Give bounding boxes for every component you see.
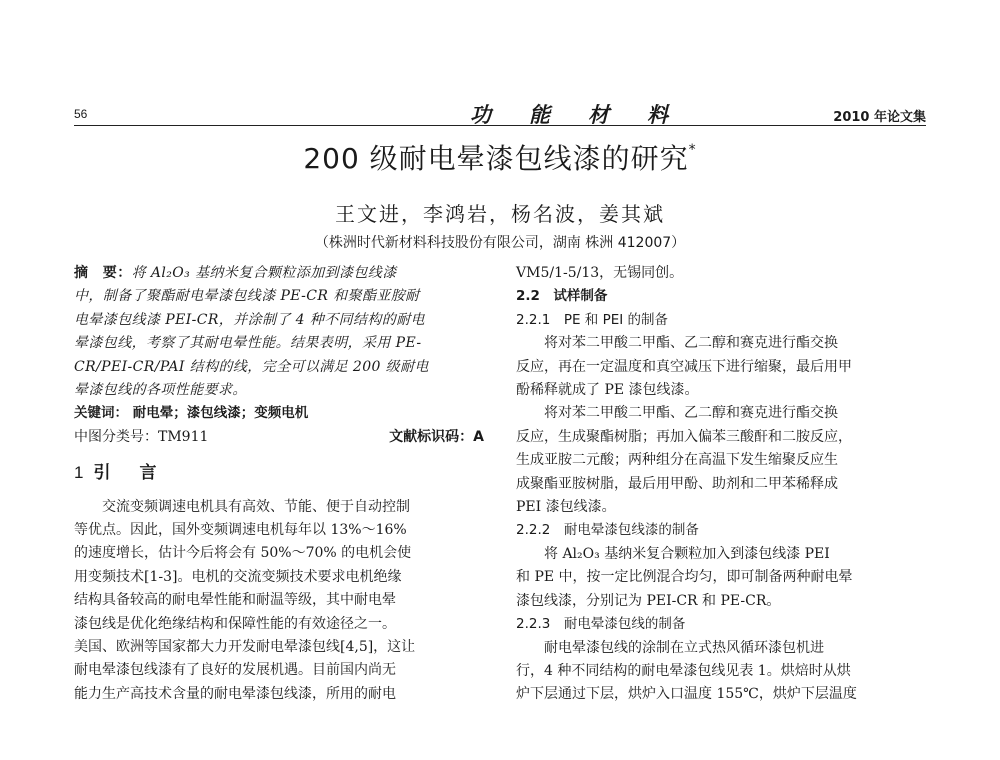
abstract bbox=[74, 262, 484, 402]
intro-line: 用变频技术[1-3]。电机的交流变频技术要求电机绝缘 bbox=[74, 568, 402, 585]
abstract-line: 中，制备了聚酯耐电晕漆包线漆 PE-CR 和聚酯亚胺耐 bbox=[74, 288, 420, 305]
document-code: 文献标识码：A bbox=[389, 428, 484, 445]
abstract-line: 电晕漆包线漆 PEI-CR，并涂制了 4 种不同结构的耐电 bbox=[74, 311, 426, 328]
intro-paragraph bbox=[74, 496, 484, 707]
journal-name: 功能材料 bbox=[470, 102, 706, 127]
carry-over-line: VM5/1-5/13，无锡同创。 bbox=[516, 265, 684, 281]
intro-line: 的速度增长，估计今后将会有 50%～70% 的电机会使 bbox=[74, 545, 412, 562]
intro-line: 交流变频调速电机具有高效、节能、便于自动控制 bbox=[102, 498, 410, 515]
keywords bbox=[74, 402, 484, 425]
page-number: 56 bbox=[74, 107, 88, 121]
intro-line: 等优点。因此，国外变频调速电机每年以 13%～16% bbox=[74, 522, 407, 539]
article-title bbox=[0, 137, 1000, 177]
paragraph-line: 炉下层通过下层，烘炉入口温度 155℃，烘炉下层温度 bbox=[516, 686, 857, 703]
keywords-text: 耐电晕；漆包线漆；变频电机 bbox=[132, 405, 309, 422]
subsection-heading-2-2-3: 2.2.3 耐电晕漆包线的制备 bbox=[516, 616, 686, 633]
abstract-line: 晕漆包线的各项性能要求。 bbox=[74, 382, 247, 399]
running-header bbox=[74, 103, 926, 126]
abstract-label: 摘 要： bbox=[74, 265, 132, 281]
intro-line: 能力生产高技术含量的耐电晕漆包线漆，所用的耐电 bbox=[74, 685, 396, 702]
affiliation: （株洲时代新材料科技股份有限公司，湖南 株洲 412007） bbox=[314, 235, 686, 251]
paragraph-line: 将对苯二甲酸二甲酯、乙二醇和赛克进行酯交换 bbox=[544, 335, 838, 352]
paragraph-corona-varnish bbox=[516, 543, 926, 613]
abstract-line: CR/PEI-CR/PAI 结构的线，完全可以满足 200 级耐电 bbox=[74, 358, 429, 375]
paragraph-line: 成聚酯亚胺树脂，最后用甲酚、助剂和二甲苯稀释成 bbox=[516, 475, 838, 492]
volume-label: 2010 年论文集 bbox=[833, 110, 926, 125]
section-heading-intro bbox=[74, 461, 484, 485]
paragraph-line: PEI 漆包线漆。 bbox=[516, 499, 616, 516]
section-number: 1 bbox=[74, 463, 84, 483]
subsection-heading-2-2: 2.2 试样制备 bbox=[516, 288, 608, 305]
paragraph-line: 反应，生成聚酯树脂；再加入偏苯三酸酐和二胺反应， bbox=[516, 428, 852, 445]
paragraph-line: 酚稀释就成了 PE 漆包线漆。 bbox=[516, 382, 699, 399]
subsection-heading-2-2-2: 2.2.2 耐电晕漆包线漆的制备 bbox=[516, 522, 699, 539]
classification-line bbox=[74, 426, 484, 449]
paragraph-pei-synthesis bbox=[516, 402, 926, 519]
paragraph-line: 耐电晕漆包线的涂制在立式热风循环漆包机进 bbox=[544, 639, 824, 656]
clc-number: 中图分类号：TM911 bbox=[74, 428, 209, 445]
paragraph-line: 将对苯二甲酸二甲酯、乙二醇和赛克进行酯交换 bbox=[544, 405, 838, 422]
abstract-line-text: 将 Al₂O₃ 基纳米复合颗粒添加到漆包线漆 bbox=[131, 265, 397, 281]
paragraph-line: 反应，再在一定温度和真空减压下进行缩聚，最后用甲 bbox=[516, 358, 852, 375]
title-footnote-mark: * bbox=[688, 141, 697, 158]
subsection-heading-2-2-1: 2.2.1 PE 和 PEI 的制备 bbox=[516, 311, 669, 328]
paragraph-line: 生成亚胺二元酸；两种组分在高温下发生缩聚反应生 bbox=[516, 452, 838, 469]
intro-line: 结构具备较高的耐电晕性能和耐温等级，其中耐电晕 bbox=[74, 592, 396, 609]
article-title-text: 200 级耐电晕漆包线漆的研究 bbox=[303, 142, 689, 175]
authors: 王文进，李鸿岩，杨名波，姜其斌 bbox=[335, 202, 665, 226]
intro-line: 漆包线是优化绝缘结构和保障性能的有效途径之一。 bbox=[74, 615, 396, 632]
intro-line: 耐电晕漆包线漆有了良好的发展机遇。目前国内尚无 bbox=[74, 662, 396, 679]
right-column bbox=[516, 262, 926, 707]
paragraph-wire-coating bbox=[516, 637, 926, 707]
intro-line: 美国、欧洲等国家都大力开发耐电晕漆包线[4,5]，这让 bbox=[74, 639, 416, 656]
paragraph-pe-pei bbox=[516, 332, 926, 402]
paragraph-line: 将 Al₂O₃ 基纳米复合颗粒加入到漆包线漆 PEI bbox=[544, 545, 830, 562]
abstract-line bbox=[74, 262, 484, 285]
abstract-line: 晕漆包线，考察了其耐电晕性能。结果表明，采用 PE- bbox=[74, 335, 422, 352]
paragraph-line: 和 PE 中，按一定比例混合均匀，即可制备两种耐电晕 bbox=[516, 569, 853, 586]
keywords-label: 关键词： bbox=[74, 405, 128, 422]
paragraph-line: 漆包线漆，分别记为 PEI-CR 和 PE-CR。 bbox=[516, 592, 781, 609]
left-column bbox=[74, 262, 484, 706]
paragraph-line: 行，4 种不同结构的耐电晕漆包线见表 1。烘焙时从烘 bbox=[516, 662, 851, 679]
section-title: 引 言 bbox=[93, 463, 163, 484]
